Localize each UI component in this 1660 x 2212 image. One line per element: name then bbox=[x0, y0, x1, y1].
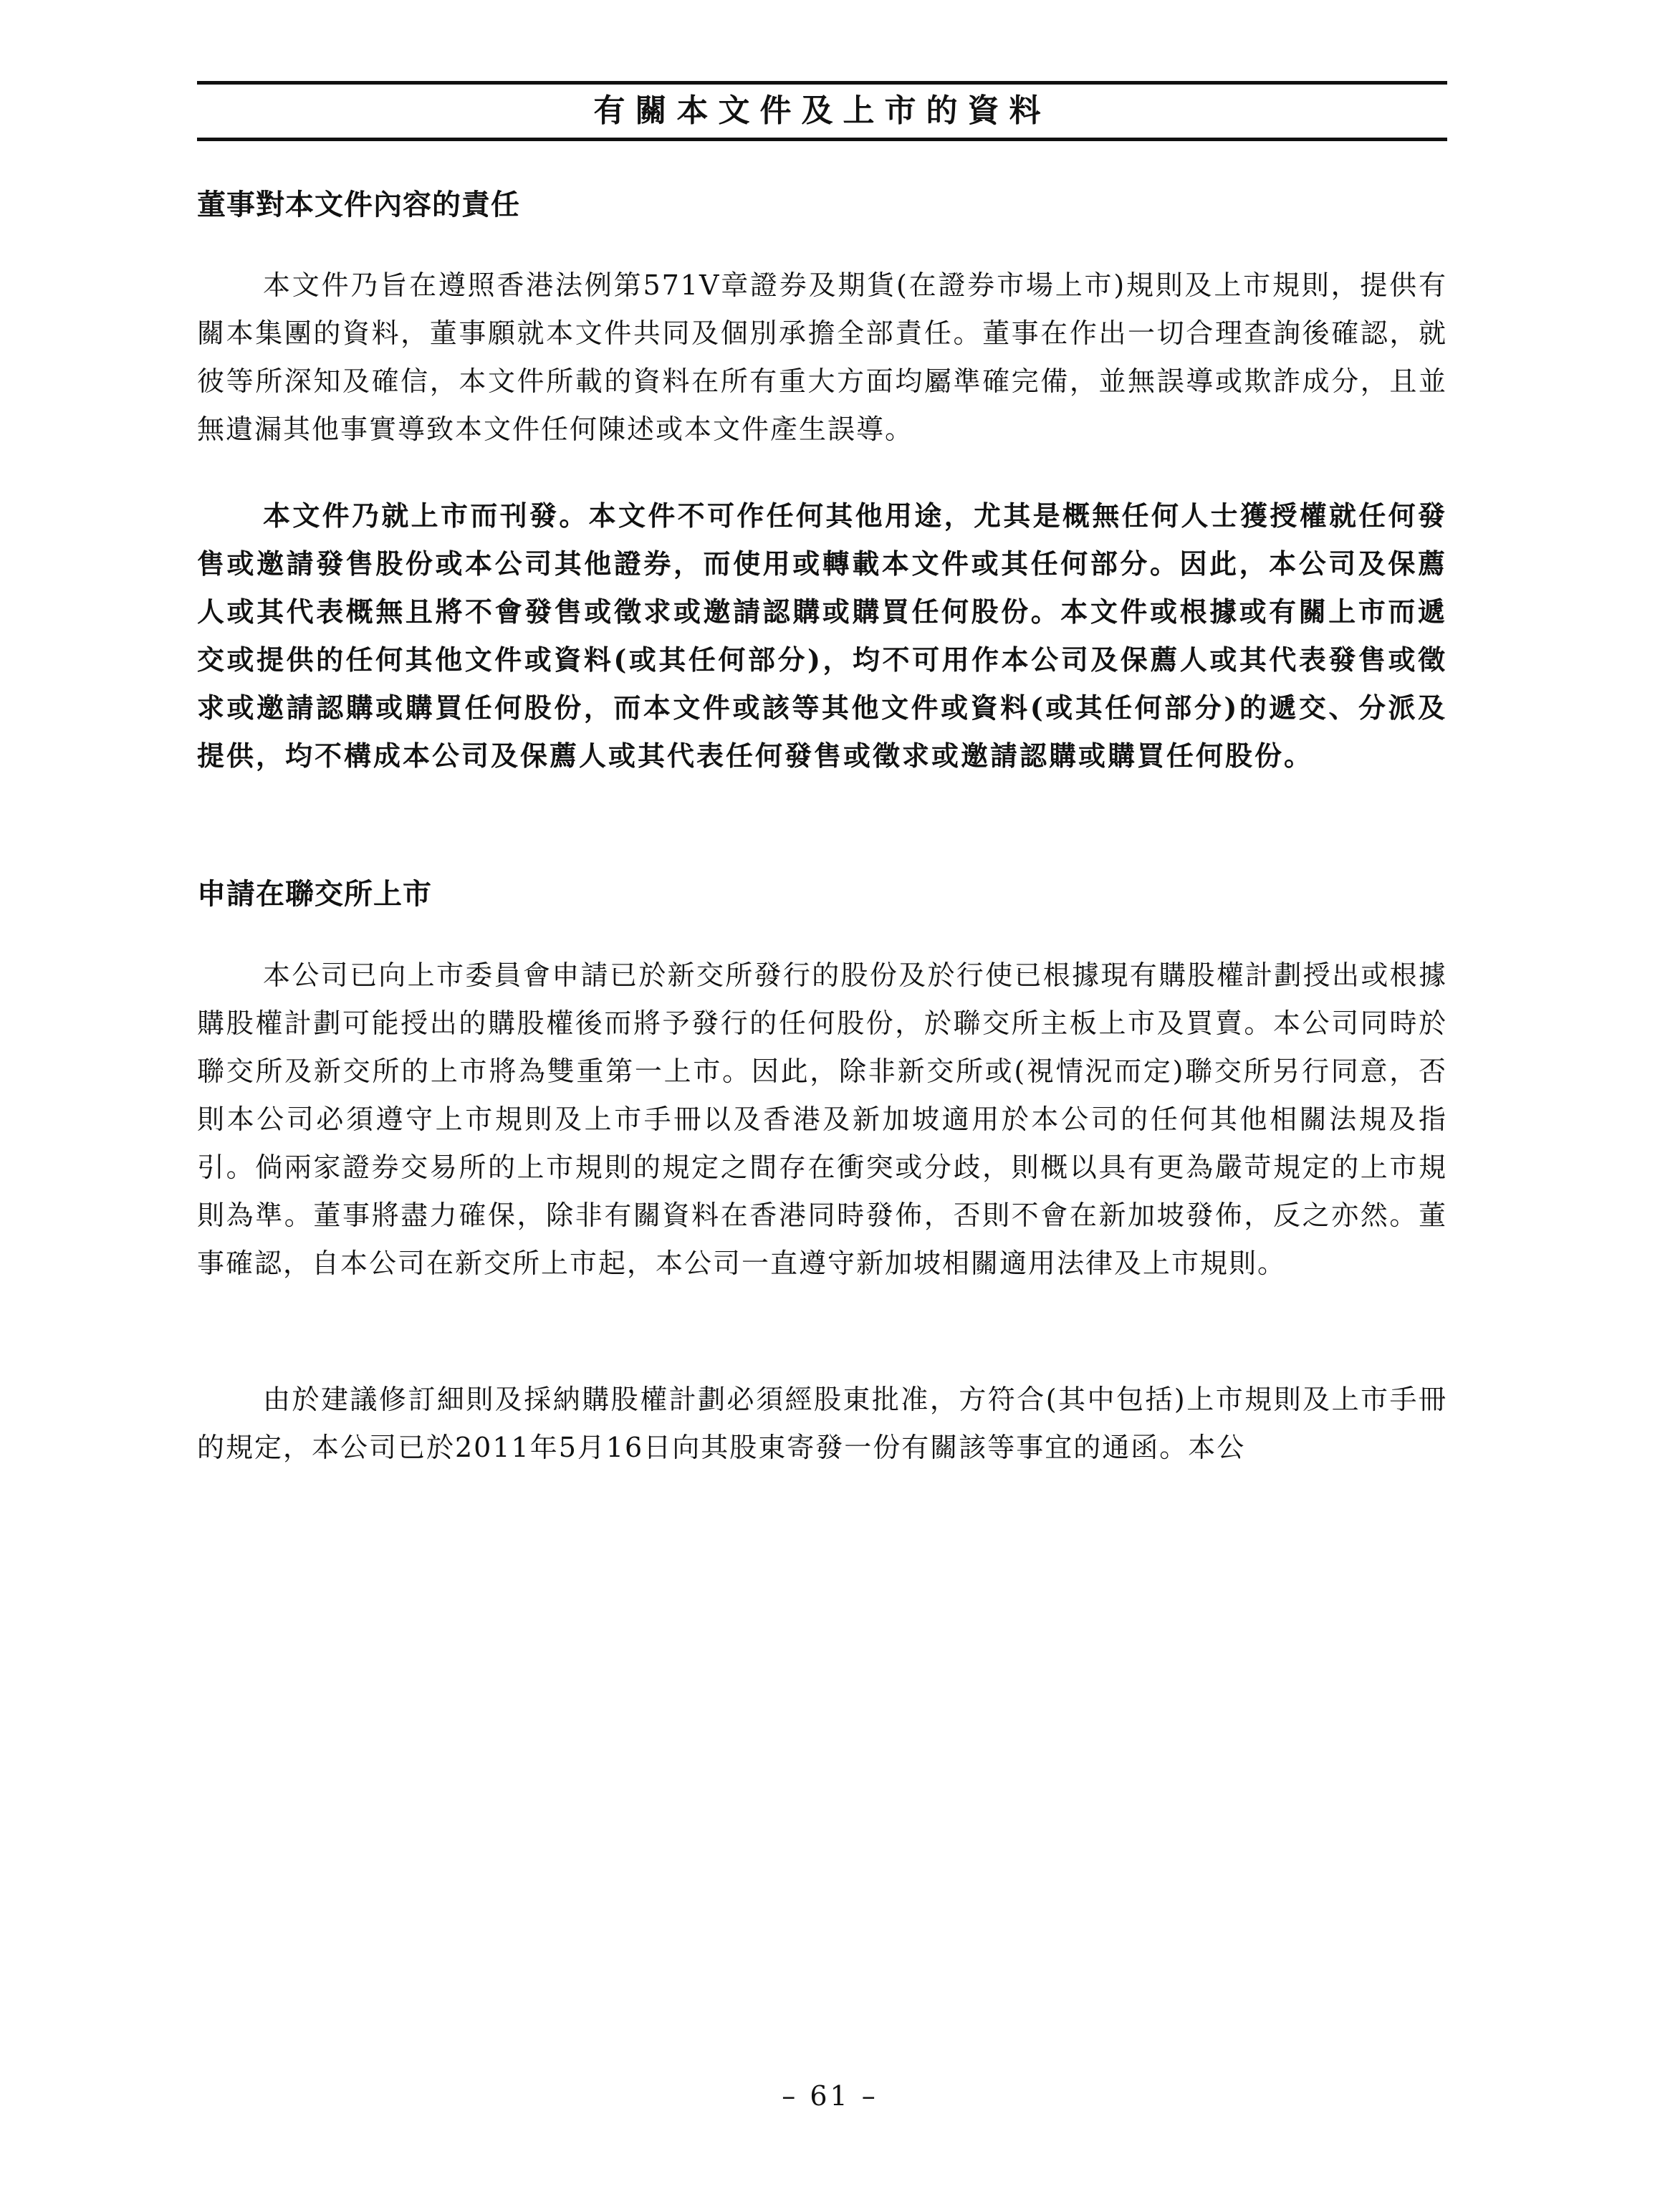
paragraph-responsibility-statement: 本文件乃旨在遵照香港法例第571V章證券及期貨(在證券市場上市)規則及上市規則，提供有關本集團的資料，董事願就本文件共同及個別承擔全部責任。董事在作出一切合理查詢後確認，就彼等所深知及確信，本文件所載的資料在所有重大方面均屬準確完備，並無誤導或欺詐成分，且並無遺漏其他事實導致本文件任何陳述或本文件產生誤導。 bbox=[197, 269, 1447, 445]
paragraph-shareholder-circular: 由於建議修訂細則及採納購股權計劃必須經股東批准，方符合(其中包括)上市規則及上市手冊的規定，本公司已於2011年5月16日向其股東寄發一份有關該等事宜的通函。本公 bbox=[197, 1384, 1447, 1463]
paragraph-offering-disclaimer: 本文件乃就上市而刊發。本文件不可作任何其他用途，尤其是概無任何人士獲授權就任何發售或邀請發售股份或本公司其他證券，而使用或轉載本文件或其任何部分。因此，本公司及保薦人或其代表概無且將不會發售或徵求或邀請認購或購買任何股份。本文件或根據或有關上市而遞交或提供的任何其他文件或資料(或其任何部分)，均不可用作本公司及保薦人或其代表發售或徵求或邀請認購或購買任何股份，而本文件或該等其他文件或資料(或其任何部分)的遞交、分派及提供，均不構成本公司及保薦人或其代表任何發售或徵求或邀請認購或購買任何股份。 bbox=[197, 499, 1447, 772]
paragraph-listing-application: 本公司已向上市委員會申請已於新交所發行的股份及於行使已根據現有購股權計劃授出或根據購股權計劃可能授出的購股權後而將予發行的任何股份，於聯交所主板上市及買賣。本公司同時於聯交所及新交所的上市將為雙重第一上市。因此，除非新交所或(視情況而定)聯交所另行同意，否則本公司必須遵守上市規則及上市手冊以及香港及新加坡適用於本公司的任何其他相關法規及指引。倘兩家證券交易所的上市規則的規定之間存在衝突或分歧，則概以具有更為嚴苛規定的上市規則為準。董事將盡力確保，除非有關資料在香港同時發佈，否則不會在新加坡發佈，反之亦然。董事確認，自本公司在新交所上市起，本公司一直遵守新加坡相關適用法律及上市規則。 bbox=[197, 959, 1447, 1279]
section-heading-listing-application: 申請在聯交所上市 bbox=[197, 877, 432, 911]
page-number: – 61 – bbox=[782, 2080, 878, 2112]
header-bottom-rule bbox=[197, 138, 1447, 141]
running-header-title: 有關本文件及上市的資料 bbox=[593, 92, 1051, 129]
section-heading-directors-responsibility: 董事對本文件內容的責任 bbox=[197, 188, 520, 221]
header-top-rule bbox=[197, 81, 1447, 85]
